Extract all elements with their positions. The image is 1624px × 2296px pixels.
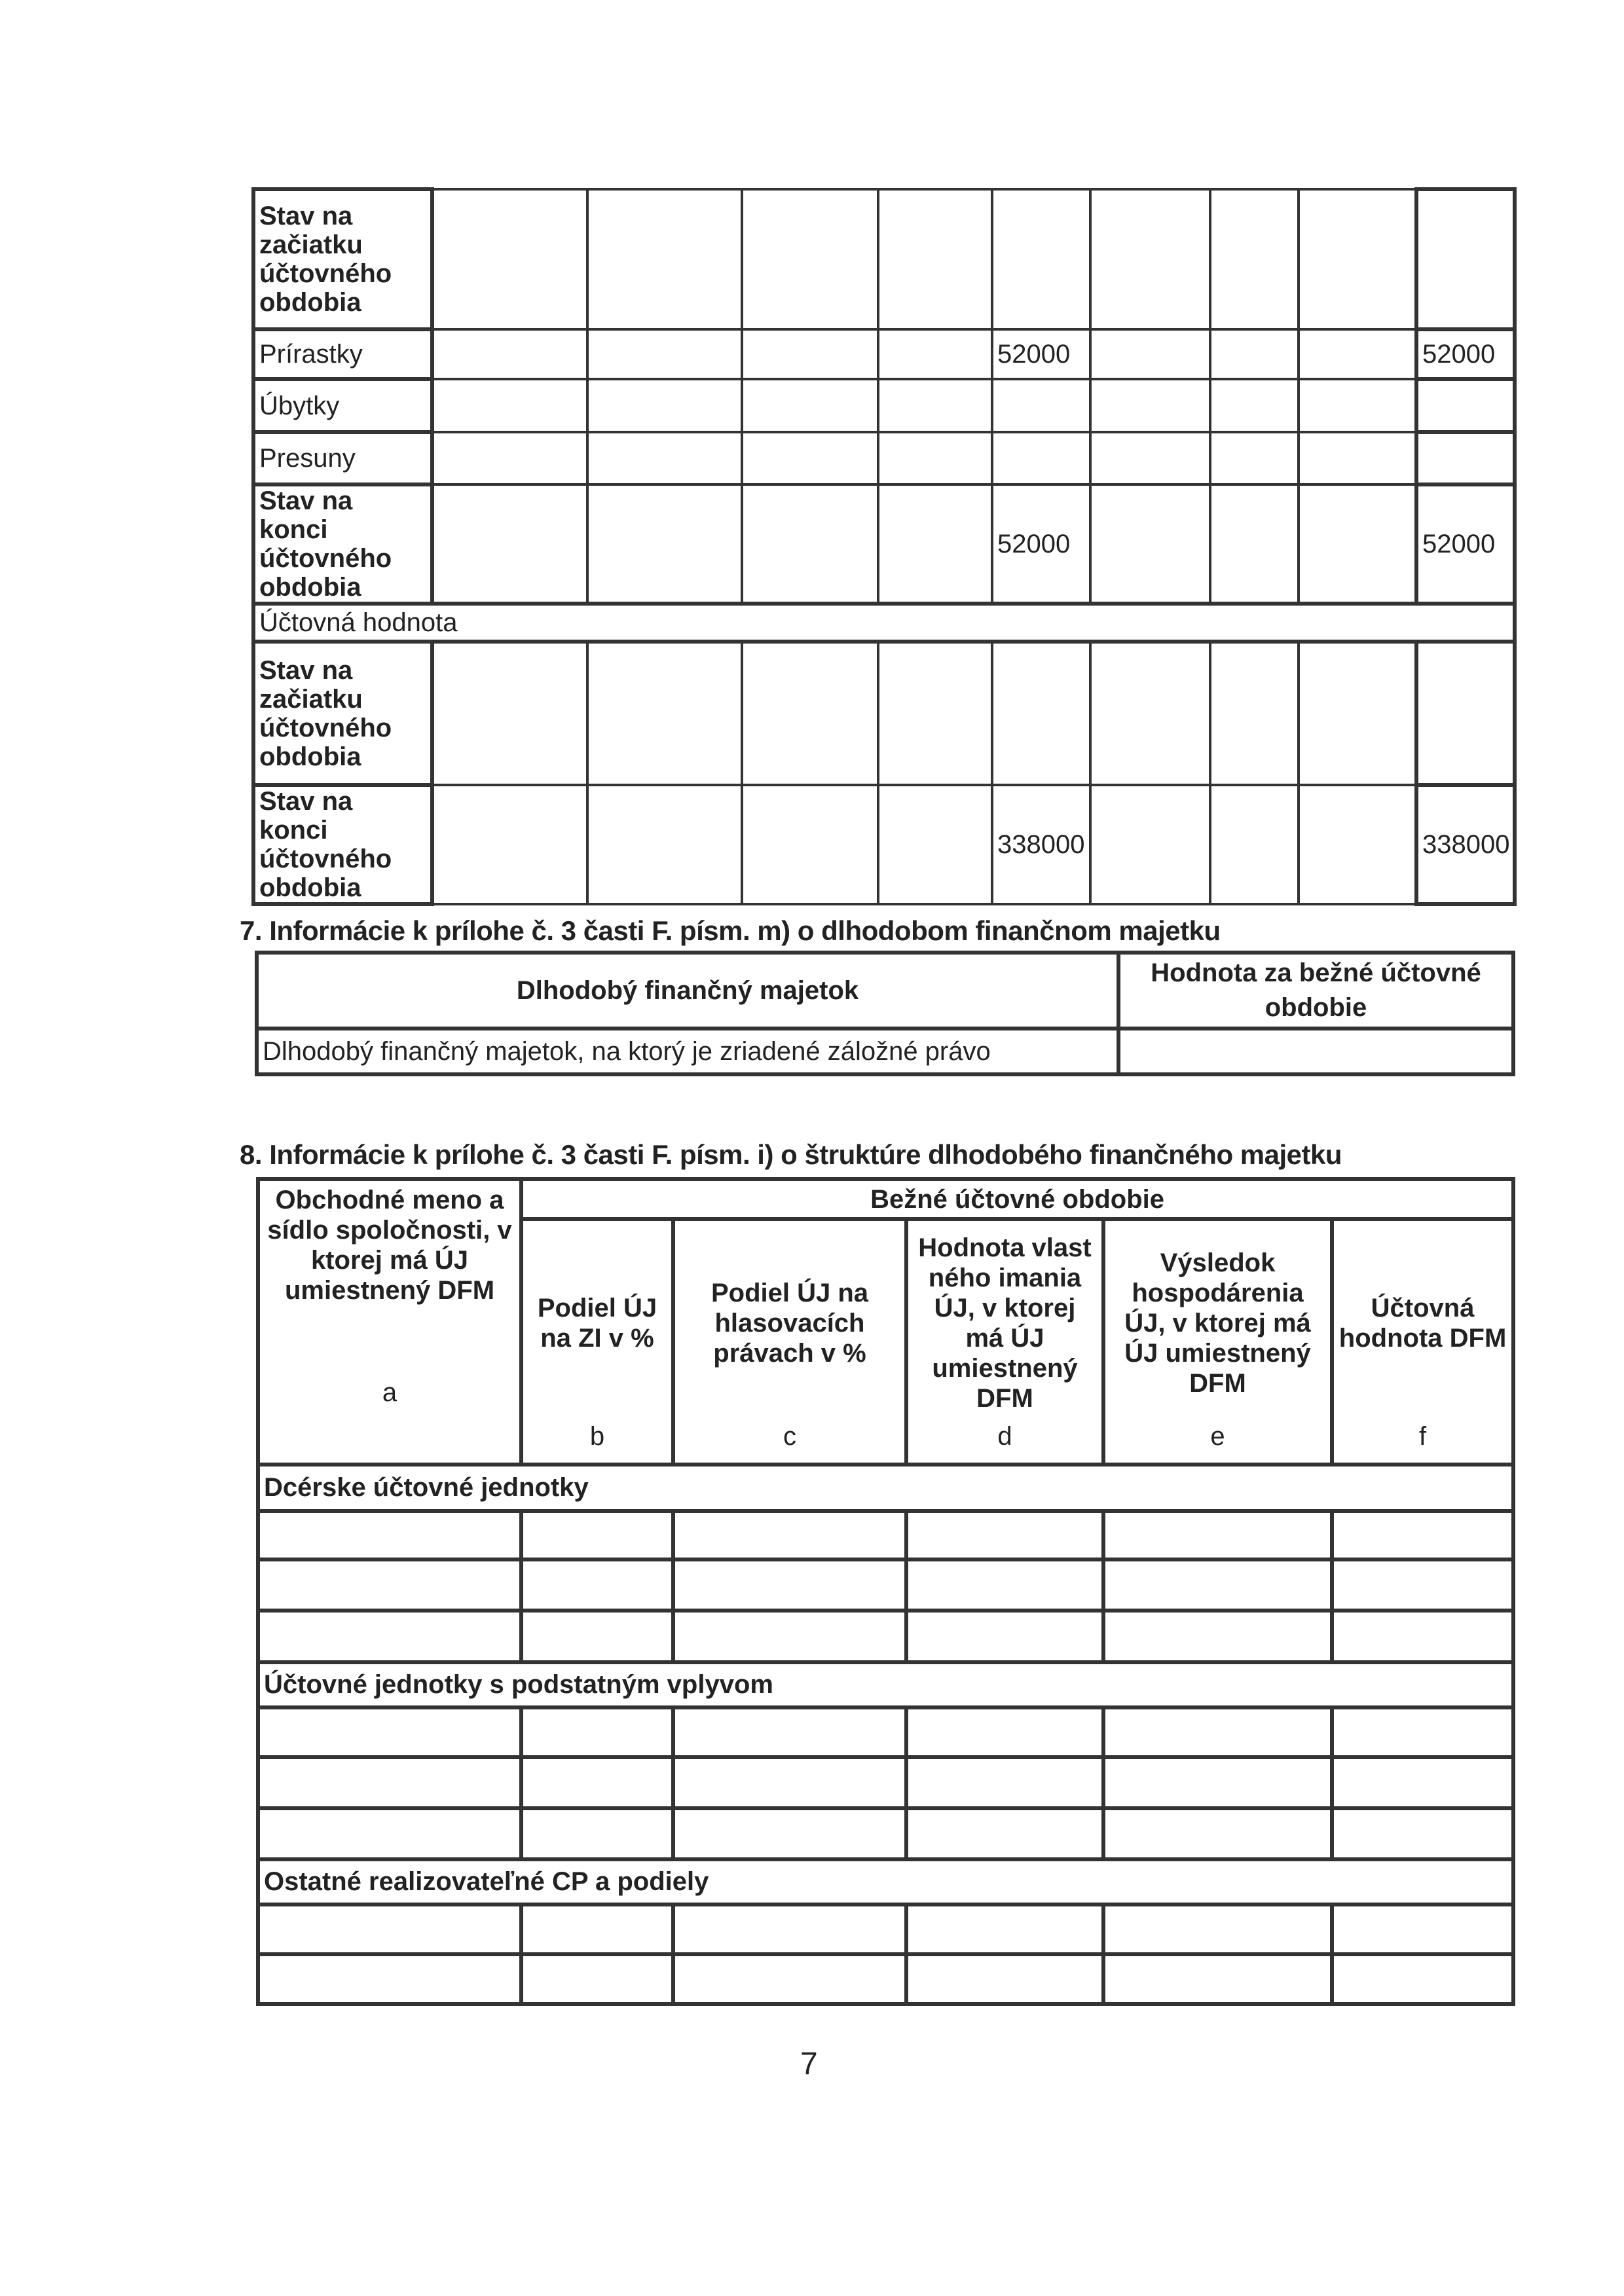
value-cell	[992, 642, 1090, 785]
empty-cell	[1103, 1904, 1332, 1954]
value-cell	[432, 642, 587, 785]
letter-f: f	[1418, 1422, 1427, 1451]
value-cell	[587, 785, 742, 904]
table-row	[253, 432, 1515, 484]
empty-cell	[1332, 1808, 1513, 1859]
empty-cell	[258, 1707, 521, 1757]
value-cell: 52000	[1416, 329, 1515, 379]
section8-title: 8. Informácie k prílohe č. 3 časti F. písm. i) o štruktúre dlhodobého finančného majetku	[240, 1139, 1342, 1170]
col-a-text: Obchodné meno a sídlo spoločnosti, v ktorej má ÚJ umiestnený DFM	[267, 1186, 512, 1305]
row-label: Prírastky	[253, 329, 432, 379]
value-cell	[742, 189, 878, 329]
empty-cell	[1103, 1611, 1332, 1662]
empty-cell	[906, 1808, 1103, 1859]
value-cell	[878, 379, 992, 432]
value-cell	[1090, 379, 1210, 432]
empty-cell	[258, 1808, 521, 1859]
table-row	[258, 1611, 1513, 1662]
row-label: Stav na konci účtovného obdobia	[253, 484, 432, 604]
value-cell	[1416, 432, 1515, 484]
row-label: Stav na začiatku účtovného obdobia	[253, 642, 432, 785]
value-cell	[878, 329, 992, 379]
value-cell	[1299, 642, 1416, 785]
col-header-asset: Dlhodobý finančný majetok	[257, 953, 1118, 1029]
value-cell	[1299, 432, 1416, 484]
empty-cell	[673, 1611, 906, 1662]
table-row	[258, 1954, 1513, 2004]
value-cell: 52000	[992, 484, 1090, 604]
value-cell	[742, 484, 878, 604]
col-c-text: Podiel ÚJ na hlasovacích právach v %	[710, 1279, 869, 1368]
table-row	[258, 1904, 1513, 1954]
table-row	[253, 484, 1515, 604]
row-label: Stav na konci účtovného obdobia	[253, 785, 432, 904]
page-number: 7	[800, 2047, 818, 2081]
value-cell	[1299, 785, 1416, 904]
col-header-e	[1103, 1219, 1332, 1465]
empty-cell	[1332, 1757, 1513, 1808]
row-label-pledged: Dlhodobý finančný majetok, na ktorý je zriadené záložné právo	[257, 1029, 1118, 1074]
empty-cell	[521, 1808, 673, 1859]
empty-cell	[521, 1511, 673, 1559]
value-cell	[587, 642, 742, 785]
table-row	[258, 1757, 1513, 1808]
col-header-d	[906, 1219, 1103, 1465]
empty-cell	[673, 1904, 906, 1954]
value-cell: 52000	[992, 329, 1090, 379]
empty-cell	[906, 1611, 1103, 1662]
letter-b: b	[589, 1422, 605, 1451]
letter-d: d	[997, 1422, 1012, 1451]
empty-cell	[1332, 1904, 1513, 1954]
empty-cell	[673, 1808, 906, 1859]
value-cell	[878, 642, 992, 785]
group-label: Dcérske účtovné jednotky	[258, 1465, 1513, 1511]
empty-cell	[521, 1904, 673, 1954]
value-cell	[742, 785, 878, 904]
value-cell	[1299, 329, 1416, 379]
table-row	[258, 1559, 1513, 1611]
letter-c: c	[783, 1422, 796, 1451]
value-cell	[878, 189, 992, 329]
value-cell	[1090, 189, 1210, 329]
dfm-structure-table	[256, 1177, 1515, 2006]
empty-cell	[1103, 1707, 1332, 1757]
value-cell	[1416, 642, 1515, 785]
col-header-a	[258, 1179, 521, 1465]
value-cell	[1210, 432, 1299, 484]
table-row	[253, 785, 1515, 904]
value-cell	[1299, 189, 1416, 329]
empty-cell	[258, 1904, 521, 1954]
empty-cell	[673, 1559, 906, 1611]
value-cell	[432, 432, 587, 484]
col-header-value: Hodnota za bežné účtovné obdobie	[1118, 953, 1513, 1029]
value-cell	[432, 189, 587, 329]
value-cell	[742, 432, 878, 484]
value-cell	[878, 785, 992, 904]
letter-a: a	[382, 1378, 397, 1407]
value-cell	[992, 189, 1090, 329]
value-cell	[1210, 785, 1299, 904]
section7-title: 7. Informácie k prílohe č. 3 časti F. písm. m) o dlhodobom finančnom majetku	[240, 915, 1221, 946]
empty-cell	[1103, 1559, 1332, 1611]
row-label: Úbytky	[253, 379, 432, 432]
empty-cell	[906, 1707, 1103, 1757]
empty-cell	[258, 1954, 521, 2004]
empty-cell	[906, 1757, 1103, 1808]
value-cell	[1416, 379, 1515, 432]
empty-cell	[906, 1904, 1103, 1954]
value-cell	[992, 379, 1090, 432]
empty-cell	[673, 1707, 906, 1757]
empty-cell	[258, 1757, 521, 1808]
col-f-text: Účtovná hodnota DFM	[1338, 1294, 1507, 1353]
empty-cell	[1332, 1707, 1513, 1757]
value-cell	[587, 432, 742, 484]
table-row	[253, 189, 1515, 329]
empty-cell	[521, 1707, 673, 1757]
empty-cell	[1332, 1559, 1513, 1611]
row-label: Presuny	[253, 432, 432, 484]
value-cell	[1090, 432, 1210, 484]
empty-cell	[521, 1611, 673, 1662]
pledged-assets-table	[255, 951, 1515, 1076]
row-value-pledged	[1118, 1029, 1513, 1074]
value-cell	[1090, 484, 1210, 604]
empty-cell	[258, 1559, 521, 1611]
col-header-c	[673, 1219, 906, 1465]
value-cell	[432, 785, 587, 904]
value-cell	[587, 329, 742, 379]
table-row	[258, 1511, 1513, 1559]
value-cell	[1210, 379, 1299, 432]
empty-cell	[673, 1954, 906, 2004]
empty-cell	[1103, 1511, 1332, 1559]
value-cell	[1299, 484, 1416, 604]
empty-cell	[906, 1511, 1103, 1559]
value-cell	[1416, 189, 1515, 329]
empty-cell	[1103, 1808, 1332, 1859]
value-cell	[742, 329, 878, 379]
value-cell	[1299, 379, 1416, 432]
value-cell	[742, 642, 878, 785]
value-cell	[1210, 189, 1299, 329]
col-d-text: Hodnota vlast ného imania ÚJ, v ktorej má ÚJ umiestnený DFM	[918, 1233, 1092, 1413]
value-cell	[587, 379, 742, 432]
table-row	[253, 379, 1515, 432]
empty-cell	[1332, 1954, 1513, 2004]
value-cell: 338000	[1416, 785, 1515, 904]
table-row	[258, 1707, 1513, 1757]
empty-cell	[1332, 1611, 1513, 1662]
asset-movement-table	[251, 187, 1517, 906]
value-cell	[432, 379, 587, 432]
value-cell	[878, 484, 992, 604]
value-cell	[1090, 642, 1210, 785]
value-cell	[742, 379, 878, 432]
empty-cell	[1332, 1511, 1513, 1559]
period-header: Bežné účtovné obdobie	[521, 1179, 1513, 1219]
section-label-book-value: Účtovná hodnota	[253, 604, 1515, 642]
value-cell	[1210, 329, 1299, 379]
empty-cell	[906, 1954, 1103, 2004]
value-cell	[432, 329, 587, 379]
col-header-f	[1332, 1219, 1513, 1465]
empty-cell	[521, 1757, 673, 1808]
value-cell	[1090, 329, 1210, 379]
letter-e: e	[1210, 1422, 1225, 1451]
empty-cell	[1103, 1954, 1332, 2004]
value-cell	[587, 484, 742, 604]
value-cell	[432, 484, 587, 604]
value-cell	[587, 189, 742, 329]
empty-cell	[906, 1559, 1103, 1611]
col-b-text: Podiel ÚJ na ZI v %	[537, 1294, 657, 1353]
group-label: Účtovné jednotky s podstatným vplyvom	[258, 1662, 1513, 1707]
value-cell: 52000	[1416, 484, 1515, 604]
col-e-text: Výsledok hospodárenia ÚJ, v ktorej má ÚJ umiestnený DFM	[1124, 1248, 1311, 1398]
empty-cell	[258, 1511, 521, 1559]
value-cell: 338000	[992, 785, 1090, 904]
group-label: Ostatné realizovateľné CP a podiely	[258, 1859, 1513, 1904]
value-cell	[878, 432, 992, 484]
value-cell	[992, 432, 1090, 484]
empty-cell	[1103, 1757, 1332, 1808]
value-cell	[1210, 642, 1299, 785]
table-row	[253, 642, 1515, 785]
empty-cell	[673, 1511, 906, 1559]
empty-cell	[521, 1954, 673, 2004]
row-label: Stav na začiatku účtovného obdobia	[253, 189, 432, 329]
empty-cell	[673, 1757, 906, 1808]
empty-cell	[258, 1611, 521, 1662]
value-cell	[1090, 785, 1210, 904]
col-header-b	[521, 1219, 673, 1465]
empty-cell	[521, 1559, 673, 1611]
table-row	[258, 1808, 1513, 1859]
value-cell	[1210, 484, 1299, 604]
table-row	[253, 329, 1515, 379]
